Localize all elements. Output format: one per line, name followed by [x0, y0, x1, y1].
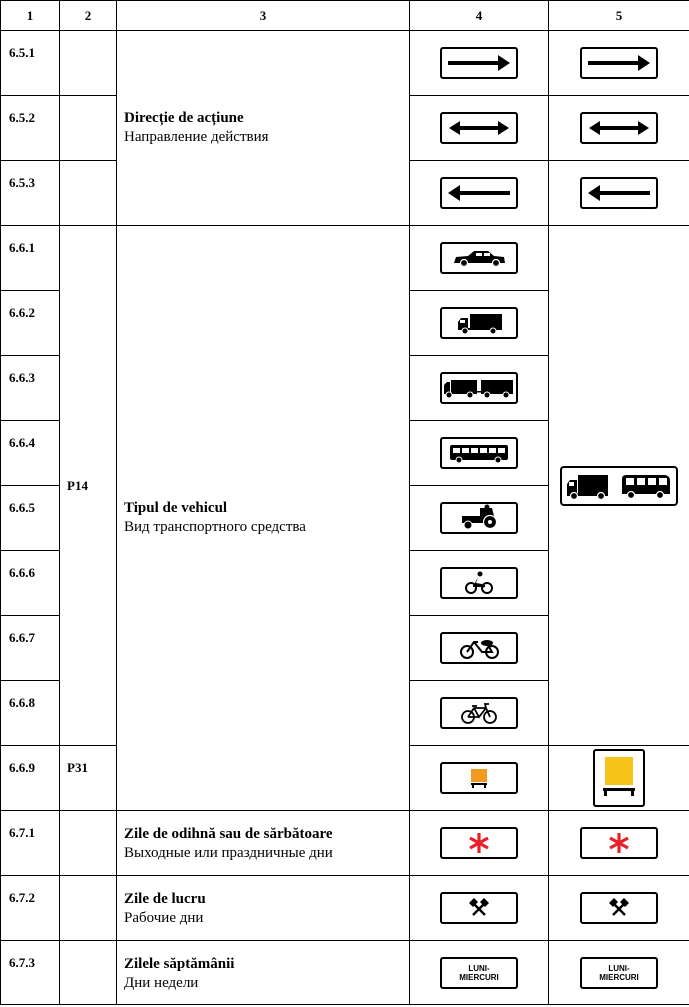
description-ru: Рабочие дни [124, 910, 204, 926]
workday-hammers-icon [580, 892, 658, 924]
row-code: 6.6.5 [1, 486, 60, 551]
row-code: 6.6.3 [1, 356, 60, 421]
weekday-sign-line2: MIERCURI [599, 972, 639, 982]
row-code: 6.6.9 [1, 746, 60, 811]
row-code: 6.6.4 [1, 421, 60, 486]
tractor-icon [440, 502, 518, 534]
table-row [1, 31, 689, 96]
motorcycle-icon [440, 567, 518, 599]
workday-hammers-icon [440, 892, 518, 924]
bus-icon [440, 437, 518, 469]
description-cell [117, 226, 410, 811]
bicycle-icon [440, 697, 518, 729]
table-row [1, 876, 689, 941]
description-ro: Tipul de vehicul [124, 500, 228, 516]
weekday-sign-line2: MIERCURI [459, 972, 499, 982]
description-ru: Дни недели [124, 975, 199, 991]
row-code: 6.7.3 [1, 941, 60, 1005]
description-ru: Вид транспортного средства [124, 519, 306, 535]
dangerous-goods-icon [593, 749, 645, 807]
table-row [1, 226, 689, 291]
arrow-right-icon [440, 47, 518, 79]
description-ro: Zile de lucru [124, 891, 206, 907]
row-code: 6.6.1 [1, 226, 60, 291]
col2-code: P14 [60, 226, 117, 746]
weekday-sign-line1: LUNI- [468, 963, 490, 973]
col2-code: P31 [60, 746, 117, 811]
description-ru: Направление действия [124, 129, 269, 145]
table-row [1, 811, 689, 876]
truck-bus-sign-icon [560, 466, 678, 506]
description-cell [117, 31, 410, 226]
arrow-left-icon [440, 177, 518, 209]
description-cell [117, 876, 410, 941]
description-ro: Direcție de acțiune [124, 110, 244, 126]
row-code: 6.6.7 [1, 616, 60, 681]
arrow-both-icon [440, 112, 518, 144]
description-ro: Zile de odihnă sau de sărbătoare [124, 826, 333, 842]
col-header-5: 5 [549, 1, 689, 31]
moped-icon [440, 632, 518, 664]
description-cell [117, 941, 410, 1005]
arrow-left-icon [580, 177, 658, 209]
car-icon [440, 242, 518, 274]
row-code: 6.6.6 [1, 551, 60, 616]
col-header-4: 4 [410, 1, 549, 31]
arrow-right-icon [580, 47, 658, 79]
weekday-sign [580, 957, 658, 989]
holiday-asterisk-icon [580, 827, 658, 859]
col-header-1: 1 [1, 1, 60, 31]
truck-trailer-icon [440, 372, 518, 404]
description-ru: Выходные или праздничные дни [124, 845, 333, 861]
row-code: 6.5.1 [1, 31, 60, 96]
table-row [1, 941, 689, 1005]
col-header-2: 2 [60, 1, 117, 31]
holiday-asterisk-icon [440, 827, 518, 859]
weekday-sign [440, 957, 518, 989]
arrow-both-icon [580, 112, 658, 144]
row-code: 6.7.1 [1, 811, 60, 876]
header-row [1, 1, 689, 31]
dangerous-goods-icon [440, 762, 518, 794]
description-ro: Zilele săptămânii [124, 956, 235, 972]
description-cell [117, 811, 410, 876]
weekday-sign-line1: LUNI- [608, 963, 630, 973]
row-code: 6.6.2 [1, 291, 60, 356]
row-code: 6.7.2 [1, 876, 60, 941]
truck-icon [440, 307, 518, 339]
col-header-3: 3 [117, 1, 410, 31]
row-code: 6.5.2 [1, 96, 60, 161]
row-code: 6.6.8 [1, 681, 60, 746]
row-code: 6.5.3 [1, 161, 60, 226]
